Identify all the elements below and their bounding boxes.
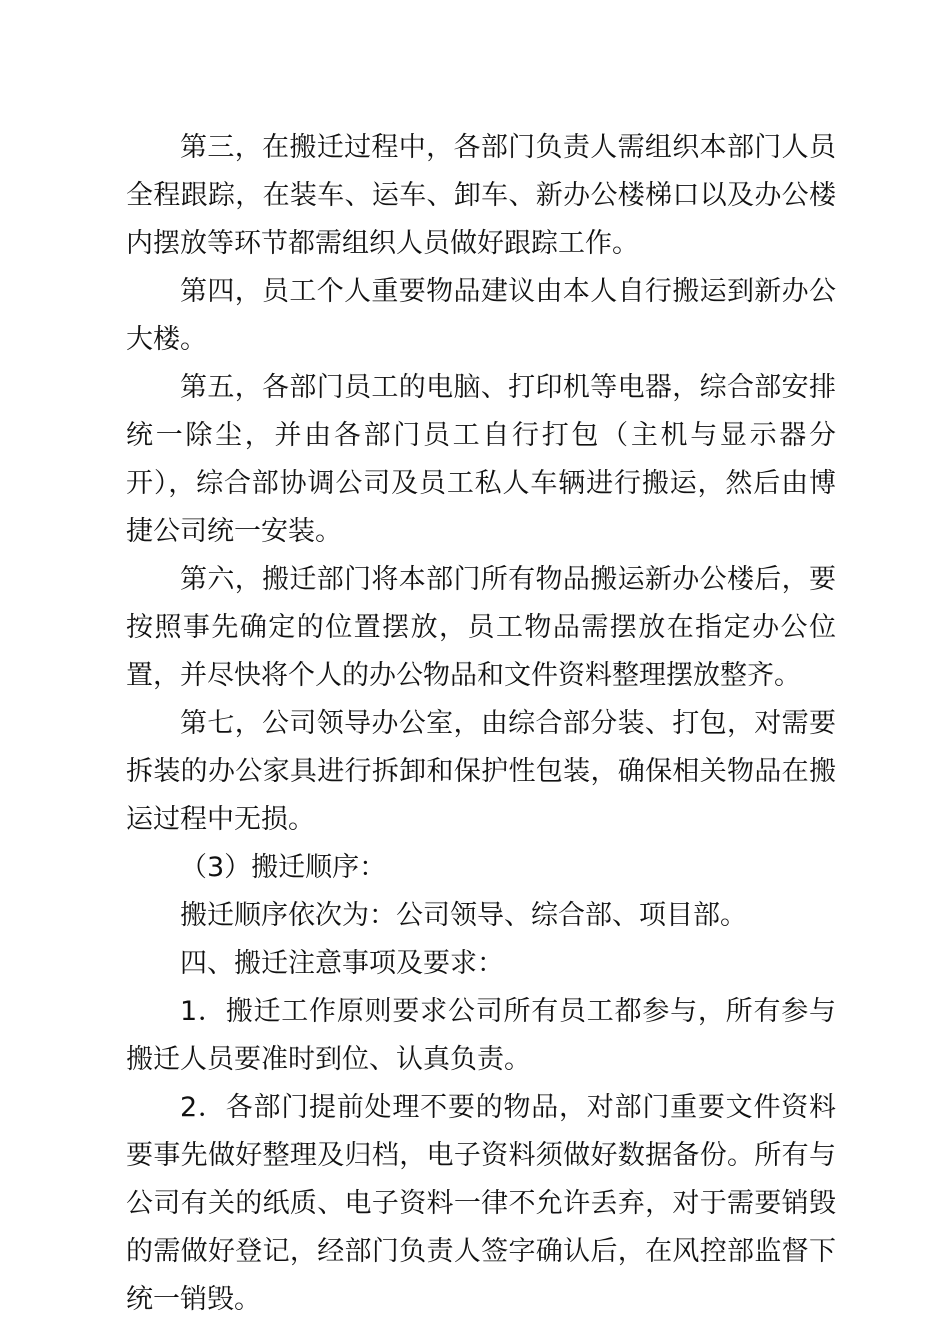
paragraph-sixth-placement: 第六，搬迁部门将本部门所有物品搬运新办公楼后，要按照事先确定的位置摆放，员工物品需摆放在指定办公位置，并尽快将个人的办公物品和文件资料整理摆放整齐。 bbox=[126, 564, 836, 691]
paragraph-fourth-personal-items: 第四，员工个人重要物品建议由本人自行搬运到新办公大楼。 bbox=[126, 276, 836, 355]
paragraph-third-tracking: 第三，在搬迁过程中，各部门负责人需组织本部门人员全程跟踪，在装车、运车、卸车、新办公楼梯口以及办公楼内摆放等环节都需组织人员做好跟踪工作。 bbox=[126, 132, 836, 259]
paragraph-move-order: 搬迁顺序依次为：公司领导、综合部、项目部。 bbox=[180, 900, 747, 931]
section-heading-move-order: （3）搬迁顺序： bbox=[180, 852, 387, 883]
paragraph-requirement-2: 2．各部门提前处理不要的物品，对部门重要文件资料要事先做好整理及归档，电子资料须做好数据备份。所有与公司有关的纸质、电子资料一律不允许丢弃，对于需要销毁的需做好登记，经部门负责人签字确认后，在风控部监督下统一销毁。 bbox=[126, 1092, 836, 1315]
document-body bbox=[126, 124, 836, 1324]
paragraph-requirement-1: 1．搬迁工作原则要求公司所有员工都参与，所有参与搬迁人员要准时到位、认真负责。 bbox=[126, 996, 836, 1075]
paragraph-seventh-leader-office: 第七，公司领导办公室，由综合部分装、打包，对需要拆装的办公家具进行拆卸和保护性包装，确保相关物品在搬运过程中无损。 bbox=[126, 708, 836, 835]
paragraph-fifth-computers: 第五，各部门员工的电脑、打印机等电器，综合部安排统一除尘，并由各部门员工自行打包（主机与显示器分开），综合部协调公司及员工私人车辆进行搬运，然后由博捷公司统一安装。 bbox=[126, 372, 836, 547]
section-heading-notes-requirements: 四、搬迁注意事项及要求： bbox=[180, 948, 504, 979]
